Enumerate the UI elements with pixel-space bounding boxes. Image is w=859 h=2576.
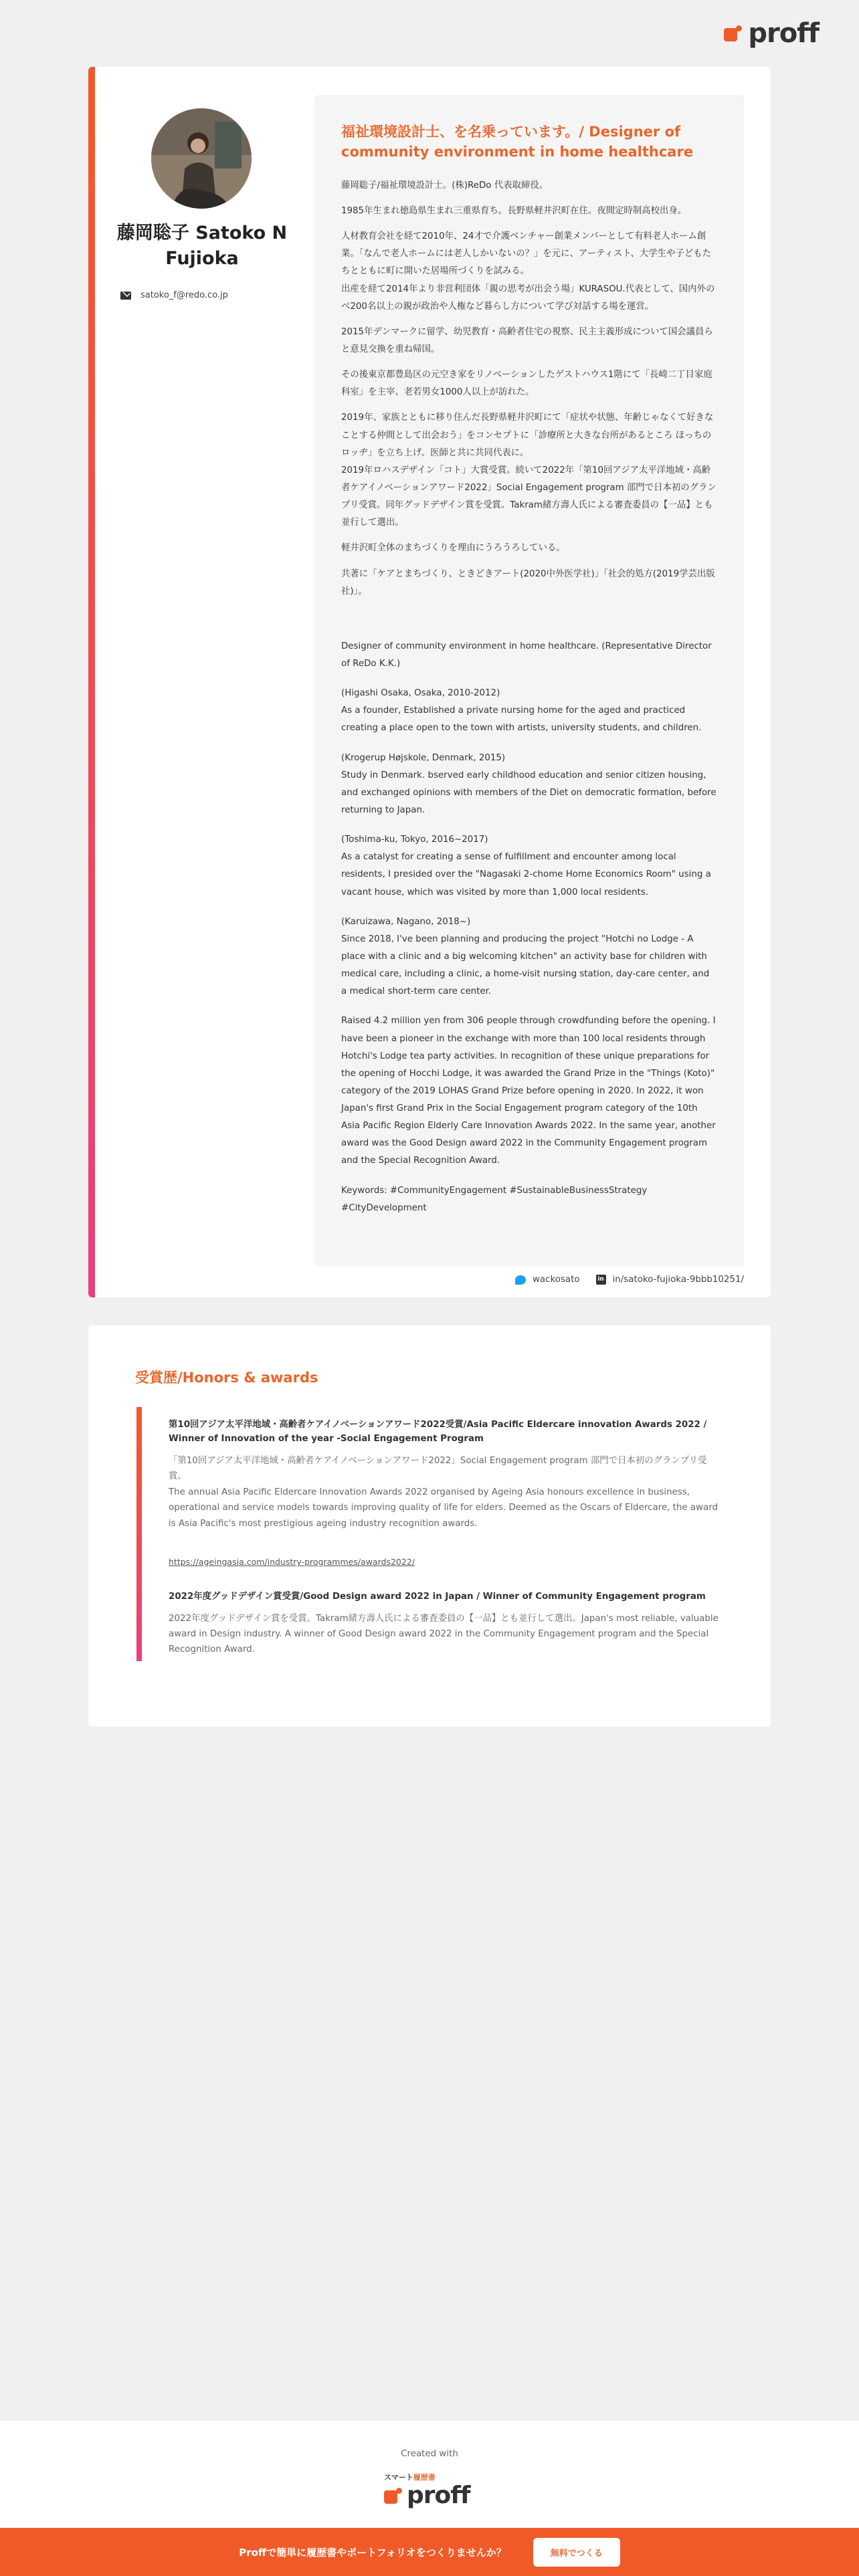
linkedin-handle[interactable]: in/satoko-fujioka-9bbb10251/ bbox=[612, 1275, 744, 1285]
linkedin-icon: in bbox=[596, 1275, 606, 1285]
bio-paragraph-en: Raised 4.2 million yen from 306 people through crowdfunding before the opening. I have been a pioneer in the exchange with more than 100 local residents through Hotchi's Lodge tea party activities. In recognition of these unique preparations for the opening of Hocchi Lodge, it was awarded the Grand Prize in the "Things (Koto)" category of the 2019 LOHAS Grand Prize before opening in 2020. In 2022, it won Japan's first Grand Prix in the Social Engagement program category of the 10th Asia Pacific Region Elderly Care Innovation Awards 2022. In the same year, another award was the Good Design award 2022 in the Community Engagement program and the Special Recognition Award. bbox=[341, 1016, 716, 1166]
cta-bar bbox=[0, 2528, 859, 2576]
award-description: 2022年度グッドデザイン賞を受賞。Takram緒方壽人氏による審査委員の【一品】とも並行して選出。Japan's most reliable, valuable award in Design industry. A winner of Good Design award 2022 in the Community Engagement program and the Special Recognition Award. bbox=[169, 1613, 719, 1655]
bio-paragraph-en: (Karuizawa, Nagano, 2018~) Since 2018, I've been planning and producing the project "Hotchi no Lodge - A place with a clinic and a big welcoming kitchen" an activity base for children with medical care, including a clinic, a home-visit nursing station, day-care center, and a medical short-term care center. bbox=[341, 916, 710, 997]
proff-logo-icon bbox=[724, 24, 743, 43]
brand-logo[interactable] bbox=[724, 20, 819, 47]
bio-section bbox=[314, 95, 744, 1267]
award-title: 第10回アジア太平洋地域・高齢者ケアイノベーションアワード2022受賞/Asia Pacific Eldercare innovation Awards 2022 / Winner of Innovation of the year -Social Engagement Program bbox=[169, 1420, 707, 1444]
proff-logo-icon bbox=[384, 2486, 403, 2505]
bio-paragraph: 藤岡聡子/福祉環境設計士。(株)ReDo 代表取締役。 bbox=[341, 180, 549, 191]
twitter-link[interactable] bbox=[515, 1275, 580, 1285]
bio-paragraph-en: (Toshima-ku, Tokyo, 2016~2017) As a catalyst for creating a sense of fulfillment and encounter among local residents, I presided over the "Nagasaki 2-chome Home Economics Room" using a vacant house, which was visited by more than 1,000 local residents. bbox=[341, 835, 711, 897]
bio-paragraph-en: (Higashi Osaka, Osaka, 2010-2012) As a founder, Established a private nursing home for the aged and practiced creating a place open to the town with artists, university students, and children. bbox=[341, 688, 702, 734]
honors-list bbox=[169, 1418, 724, 1683]
created-with-label: Created with bbox=[401, 2449, 458, 2459]
profile-card bbox=[88, 67, 771, 1297]
email-text[interactable]: satoko_f@redo.co.jp bbox=[140, 290, 228, 300]
bio-paragraph: 人材教育会社を経て2010年、24才で介護ベンチャー創業メンバーとして有料老人ホーム創業。「なんで老人ホームには老人しかいないの？」を元に、アーティスト、大学生や子どもたちとともに町に開いた居場所づくりを試みる。 出産を経て2014年より非営利団体「親の思考が出会う場」KURASOU.代表として、国内外のべ200名以上の親が政治や人権など暮らし方について学び対話する場を運営。 bbox=[341, 231, 715, 312]
avatar-photo bbox=[151, 108, 252, 209]
bio-paragraph: その後東京都豊島区の元空き家をリノベーションしたゲストハウス1階にて「長崎二丁目家庭科室」を主宰、老若男女1000人以上が訪れた。 bbox=[341, 370, 712, 398]
linkedin-link[interactable] bbox=[596, 1275, 744, 1285]
bio-paragraph-en: (Krogerup Højskole, Denmark, 2015) Study in Denmark. bserved early childhood education and senior citizen housing, and exchanged opinions with members of the Diet on democratic formation, before returning to Japan. bbox=[341, 752, 717, 815]
mail-icon bbox=[120, 292, 131, 300]
footer-logo[interactable] bbox=[384, 2472, 478, 2508]
footer bbox=[0, 2421, 859, 2528]
brand-name: proff bbox=[748, 18, 819, 49]
footer-sub-label: スマート履歴書 bbox=[384, 2473, 436, 2482]
bio-paragraph: 軽井沢町全体のまちづくりを理由にうろうろしている。 bbox=[341, 543, 565, 554]
bio-paragraph: 2019年、家族とともに移り住んだ長野県軽井沢町にて「症状や状態、年齢じゃなくて好きなことする仲間として出会おう」をコンセプトに「診療所と大きな台所があるところ ほっちのロッヂ」を立ち上げ。医師と共に共同代表に。 2019年ロハスデザイン「コト」大賞受賞。続いて2022年「第10回アジア太平洋地域・高齢者ケアイノベーションアワード2022」Social Engagement program 部門で日本初のグランプリ受賞。同年グッドデザイン賞を受賞。Takram緒方壽人氏による審査委員の【一品】とも並行して選出。 bbox=[341, 413, 717, 528]
social-links bbox=[515, 1275, 744, 1285]
footer-brand-name: proff bbox=[407, 2482, 470, 2509]
honors-card bbox=[88, 1325, 771, 1727]
bio-keywords: Keywords: #CommunityEngagement #SustainableBusinessStrategy #CityDevelopment bbox=[341, 1185, 648, 1213]
award-title: 2022年度グッドデザイン賞受賞/Good Design award 2022 in Japan / Winner of Community Engagement program bbox=[169, 1592, 706, 1602]
bio-paragraph: 1985年生まれ徳島県生まれ三重県育ち。長野県軽井沢町在住。夜間定時制高校出身。 bbox=[341, 206, 687, 217]
twitter-icon bbox=[515, 1275, 526, 1285]
honors-title: 受賞歴/Honors & awards bbox=[135, 1370, 318, 1386]
avatar bbox=[151, 108, 252, 209]
card-accent-bar bbox=[88, 67, 95, 1297]
person-name: 藤岡聡子 Satoko N Fujioka bbox=[116, 223, 288, 269]
award-description: 「第10回アジア太平洋地域・高齢者ケアイノベーションアワード2022」Social Engagement program 部門で日本初のグランプリ受賞。 The annual Asia Pacific Eldercare Innovation Awards 2022 organised by Ageing Asia honours excellence in business, operational and service models towards improving quality of life for elders. Deemed as the Oscars of Eldercare, the award is Asia Pacific's most prestigious ageing industry recognition awards. bbox=[169, 1455, 718, 1529]
twitter-handle[interactable]: wackosato bbox=[532, 1275, 580, 1285]
award-link[interactable]: https://ageingasia.com/industry-programmes/awards2022/ bbox=[169, 1557, 415, 1568]
cta-text: Proffで簡単に履歴書やポートフォリオをつくりませんか？ bbox=[239, 2546, 506, 2559]
cta-button[interactable]: 無料でつくる bbox=[533, 2538, 620, 2567]
honors-accent-bar bbox=[136, 1407, 142, 1661]
bio-paragraph-en: Designer of community environment in home healthcare. (Representative Director of ReDo K.K.) bbox=[341, 641, 712, 669]
bio-paragraph: 2015年デンマークに留学、幼児教育・高齢者住宅の視察、民主主義形成について国会議員らと意見交換を重ね帰国。 bbox=[341, 326, 713, 354]
bio-paragraph: 共著に「ケアとまちづくり、ときどきアート(2020中外医学社)」「社会的処方(2019学芸出版社)」。 bbox=[341, 568, 715, 597]
email-row[interactable] bbox=[120, 290, 228, 300]
bio-heading: 福祉環境設計士、を名乗っています。/ Designer of community environment in home healthcare bbox=[341, 124, 694, 160]
